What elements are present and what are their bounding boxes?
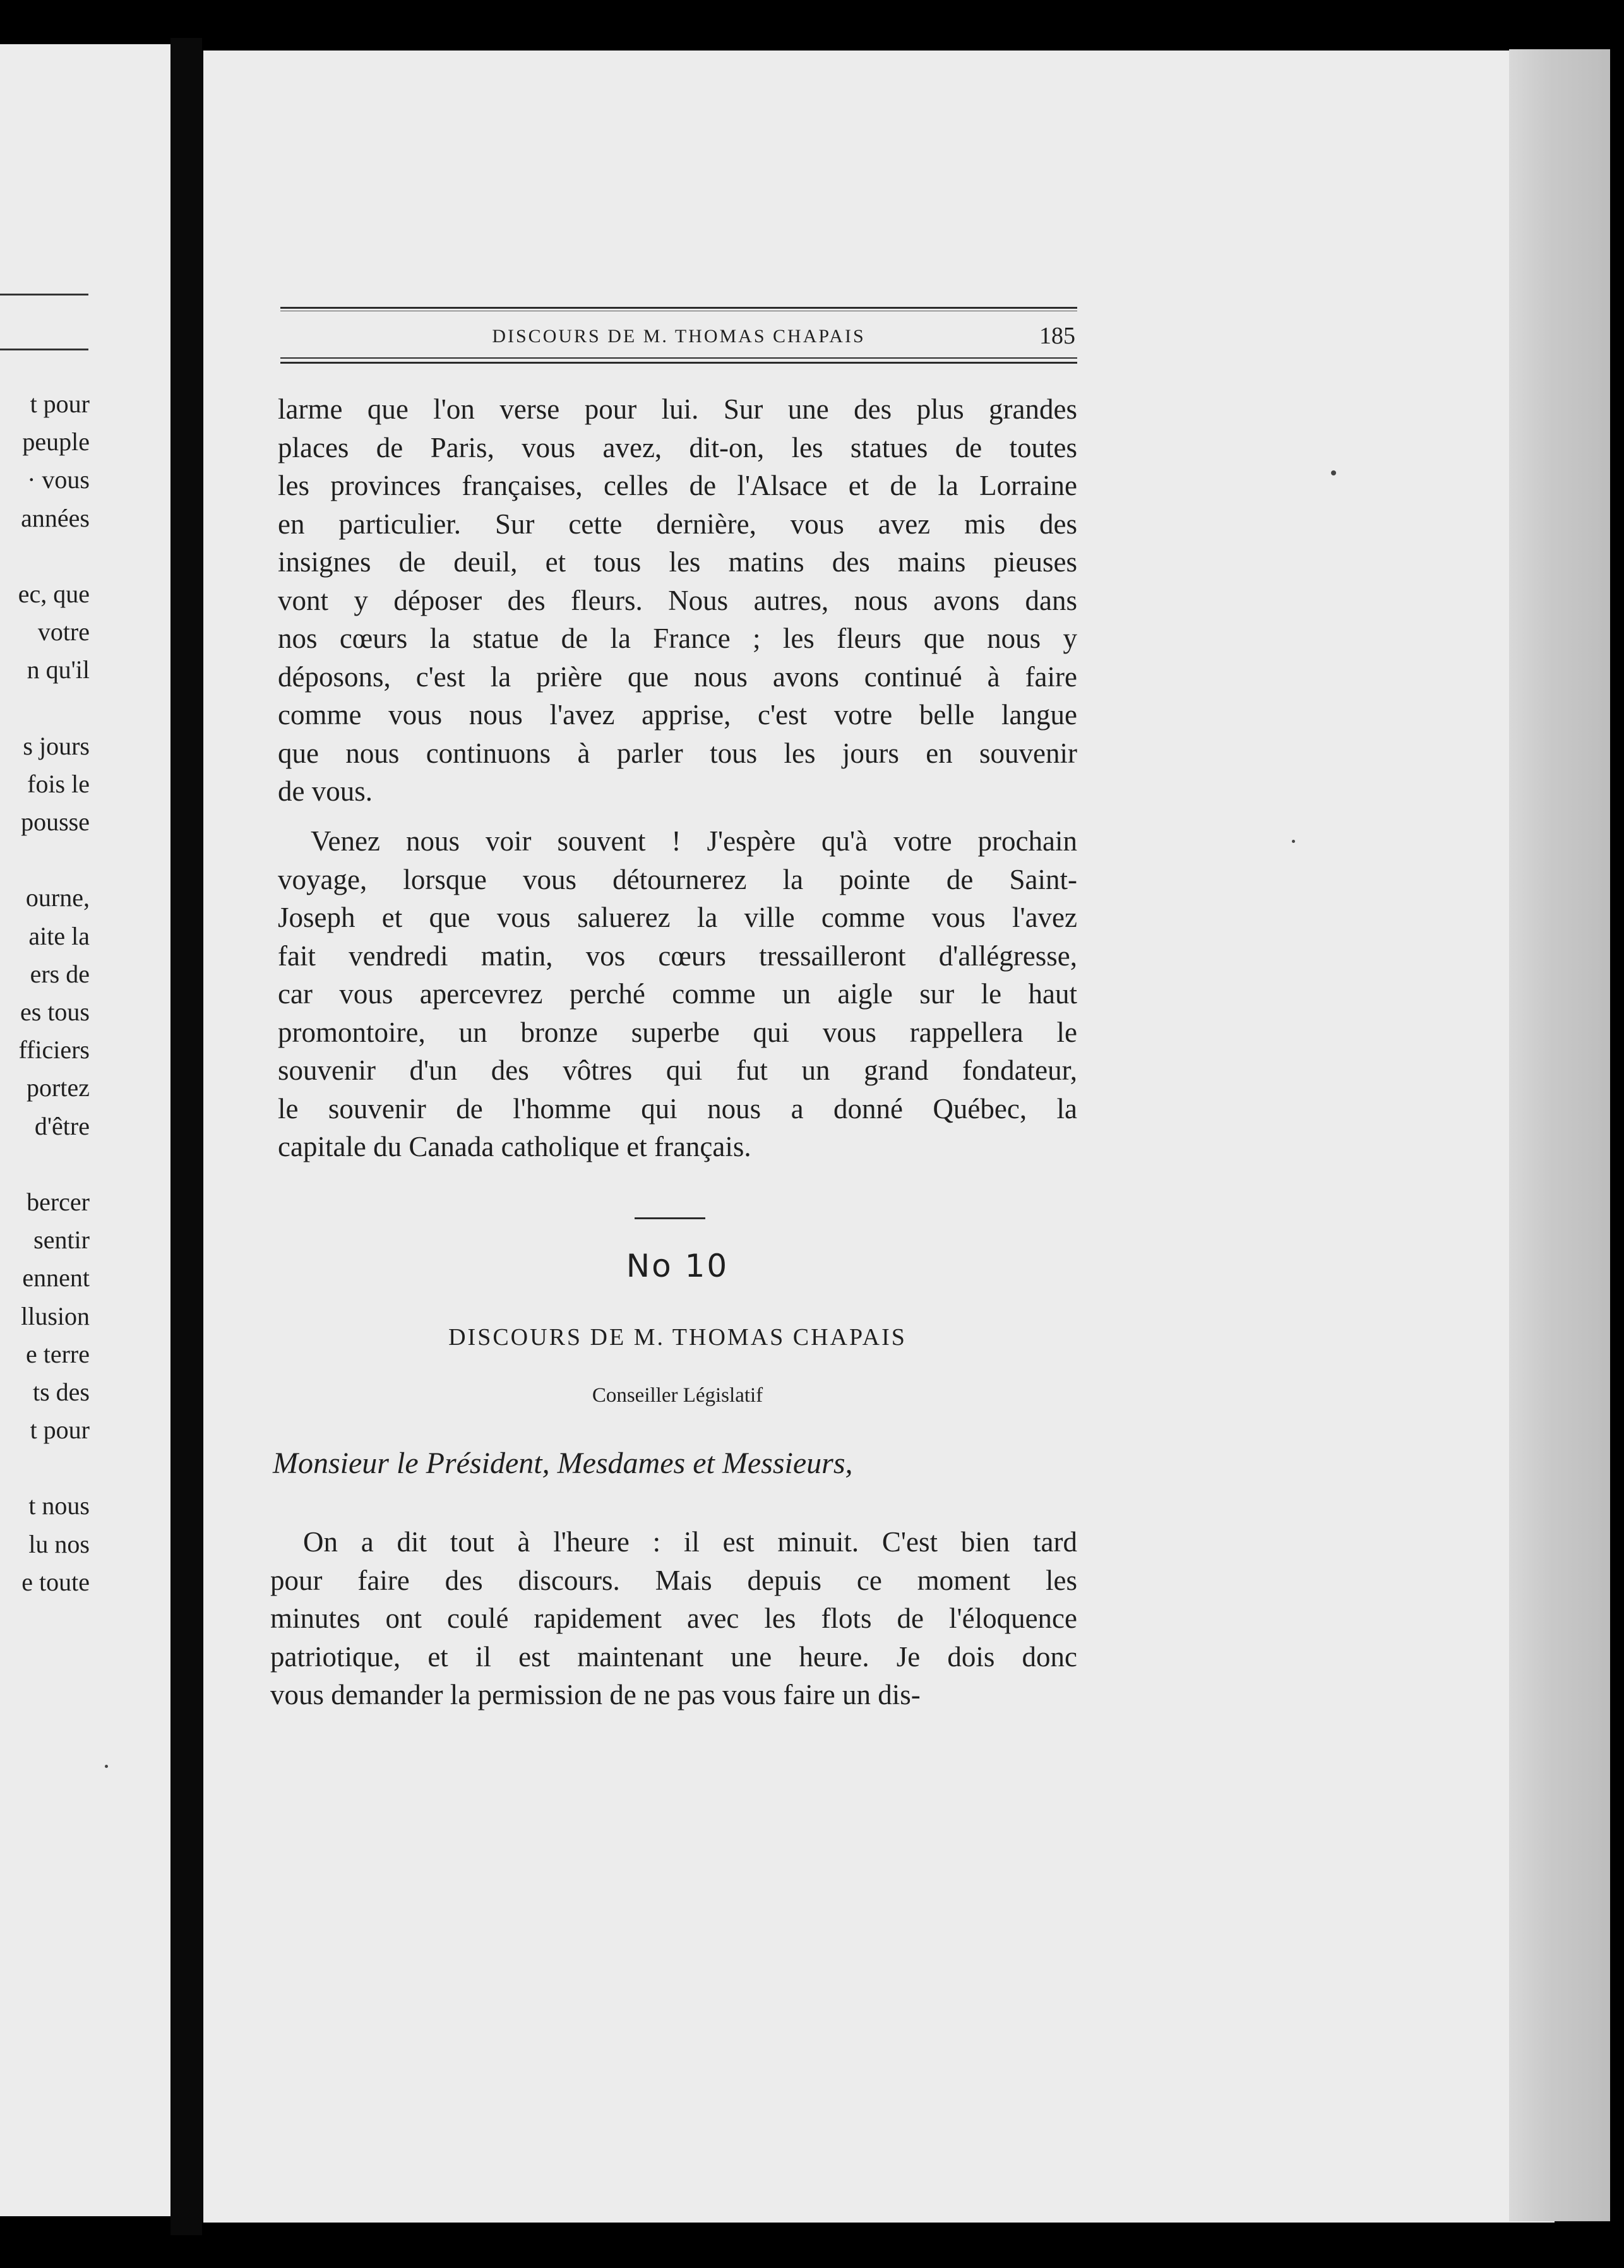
running-title: DISCOURS DE M. THOMAS CHAPAIS [492,326,866,347]
left-page [0,44,170,2216]
left-page-text-fragments [1,385,90,1601]
text-line: déposons, c'est la prière que nous avons continué à faire [278,660,1077,693]
page-edge [1509,49,1610,2221]
header-top-rule [280,307,1077,311]
text-line: nos cœurs la statue de la France ; les fleurs que nous y [278,623,1077,654]
text-line: fait vendredi matin, vos cœurs tressailleront d'allégresse, [278,940,1077,972]
text-line: insignes de deuil, et tous les matins des mains pieuses [278,546,1077,578]
left-page-header-rule [0,294,88,295]
text-line: patriotique, et il est maintenant une heure. Je dois donc [270,1640,1077,1673]
text-line: car vous apercevrez perché comme un aigle sur le haut [278,978,1077,1010]
left-page-fragment: t nous [28,1491,90,1520]
binding-gutter [170,38,202,2235]
text-line: pour faire des discours. Mais depuis ce moment les [270,1564,1077,1596]
paragraph-1 [278,390,1077,811]
left-page-fragment: e terre [25,1339,90,1368]
left-page-fragment: es tous [20,998,90,1026]
text-line: voyage, lorsque vous détournerez la pointe de Saint- [278,863,1077,895]
left-page-fragment: portez [27,1073,90,1102]
left-page-fragment: lu nos [28,1529,90,1558]
header-bottom-rule [280,357,1077,364]
text-line: le souvenir de l'homme qui nous a donné Québec, la [278,1092,1077,1125]
text-line: souvenir d'un des vôtres qui fut un grand fondateur, [278,1054,1077,1086]
left-page-fragment: s jours [23,731,90,760]
print-speck [105,1765,108,1768]
salutation: Monsieur le Président, Mesdames et Messieurs, [273,1447,853,1480]
page-number: 185 [1039,323,1075,349]
text-line: promontoire, un bronze superbe qui vous rappellera le [278,1016,1077,1048]
left-page-fragment: sentir [33,1226,90,1255]
print-speck [1292,840,1295,843]
left-page-fragment: pousse [21,808,90,837]
text-line: minutes ont coulé rapidement avec les flots de l'éloquence [270,1603,1077,1634]
text-line: vous demander la permission de ne pas vous faire un dis- [270,1679,921,1710]
left-page-fragment: fficiers [18,1036,90,1065]
paragraph-2 [278,822,1077,1166]
speaker-role: Conseiller Législatif [592,1384,763,1407]
section-divider [635,1217,705,1219]
left-page-fragment: d'être [34,1111,90,1140]
text-line: de vous. [278,775,373,807]
left-page-fragment: t pour [30,1416,90,1445]
left-page-fragment: ourne, [25,883,90,912]
left-page-fragment [1,689,90,727]
paragraph-3 [270,1523,1077,1714]
left-page-fragment: aite la [28,921,90,950]
text-line: capitale du Canada catholique et français. [278,1131,751,1162]
left-page-fragment: ts des [33,1377,90,1406]
left-page-fragment: peuple [22,427,90,457]
text-line: On a dit tout à l'heure : il est minuit. C'est bien tard [303,1526,1077,1558]
text-line: places de Paris, vous avez, dit-on, les statues de toutes [278,431,1077,463]
left-page-fragment: ennent [22,1263,90,1292]
left-page-fragment: t pour [30,390,90,418]
left-page-header-rule-lower [0,349,88,350]
left-page-fragment: · vous [27,465,90,494]
left-page-fragment: llusion [21,1301,90,1330]
left-page-fragment: années [21,503,90,532]
left-page-fragment [1,537,90,575]
left-page-fragment: ers de [30,959,90,988]
section-number: No 10 [626,1248,729,1284]
speech-title: DISCOURS DE M. THOMAS CHAPAIS [448,1324,907,1351]
left-page-fragment: e toute [21,1567,90,1596]
left-page-fragment: fois le [27,769,90,798]
left-page-fragment [1,1449,90,1487]
left-page-fragment: ec, que [18,579,90,608]
left-page-fragment [1,841,90,879]
text-line: vont y déposer des fleurs. Nous autres, nous avons dans [278,584,1077,616]
left-page-fragment [1,1145,90,1183]
left-page-fragment: n qu'il [27,655,90,684]
print-speck [1331,470,1336,475]
text-line: larme que l'on verse pour lui. Sur une des plus grandes [278,393,1077,425]
text-line: Venez nous voir souvent ! J'espère qu'à votre prochain [311,825,1077,857]
left-page-fragment: bercer [27,1187,90,1216]
text-line: Joseph et que vous saluerez la ville comme vous l'avez [278,902,1077,933]
text-line: comme vous nous l'avez apprise, c'est votre belle langue [278,699,1077,731]
text-line: en particulier. Sur cette dernière, vous avez mis des [278,508,1077,540]
left-page-fragment: votre [37,618,90,647]
text-line: que nous continuons à parler tous les jours en souvenir [278,737,1077,769]
text-line: les provinces françaises, celles de l'Alsace et de la Lorraine [278,470,1077,501]
